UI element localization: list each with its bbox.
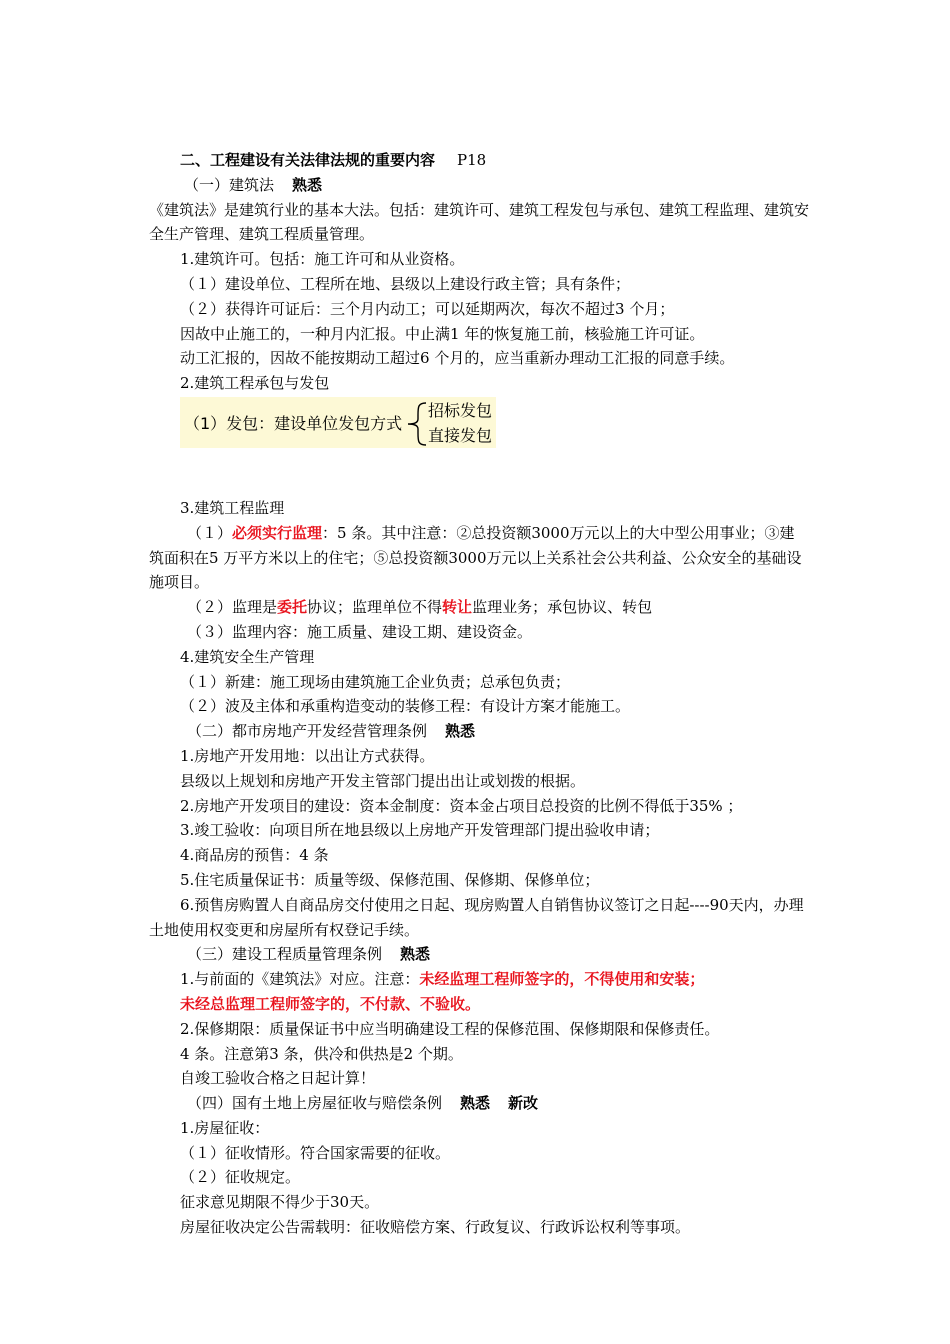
part2-item3: 3.竣工验收：向项目所在地县级以上房地产开发管理部门提出验收申请； xyxy=(180,821,660,840)
fabao-diagram xyxy=(180,397,496,448)
part2-item1-a: 县级以上规划和房地产开发主管部门提出出让或划拨的根据。 xyxy=(180,771,586,790)
part1-item3-c: （３）监理内容：施工质量、建设工期、建设资金。 xyxy=(187,622,533,641)
part1-item1-b: （２）获得许可证后：三个月内动工；可以延期两次，每次不超过3 个月； xyxy=(180,299,675,318)
part1-heading-line xyxy=(149,173,809,198)
part2-item1: 1.房地产开发用地：以出让方式获得。 xyxy=(180,746,435,765)
part2-tag: 熟悉 xyxy=(445,722,476,741)
section-title: 二、工程建设有关法律法规的重要内容 xyxy=(180,151,436,169)
fabao-option-2: 直接发包 xyxy=(428,425,493,445)
part3-item1 xyxy=(149,967,809,992)
part3-item1-highlight-2: 未经总监理工程师签字的，不付款、不验收。 xyxy=(180,994,481,1013)
part1-item4-b: （２）波及主体和承重构造变动的装修工程：有设计方案才能施工。 xyxy=(180,697,631,716)
item3-b-mid: 协议；监理单位不得 xyxy=(307,598,443,617)
item3-b-suffix: 监理业务；承包协议、转包 xyxy=(472,598,653,617)
item3-a-text: ：5 条。其中注意：②总投资额3000万元以上的大中型公用事业；③建筑面积在5 万平方米以上的住宅；⑤总投资额3000万元以上关系社会公共利益、公众安全的基础设施项目。 xyxy=(149,523,802,592)
item3-a-highlight: 必须实行监理 xyxy=(232,523,323,542)
part4-item1-b: （２）征收规定。 xyxy=(180,1168,301,1187)
part1-item4-a: （１）新建：施工现场由建筑施工企业负责；总承包负责； xyxy=(180,672,571,691)
part1-item2: 2.建筑工程承包与发包 xyxy=(180,374,330,393)
part2-item4: 4.商品房的预售：4 条 xyxy=(180,846,329,865)
part4-item1-c: 征求意见期限不得少于30天。 xyxy=(180,1193,380,1212)
part1-item1-a: （１）建设单位、工程所在地、县级以上建设行政主管；具有条件； xyxy=(180,274,631,293)
item3-a-prefix: （１） xyxy=(187,523,233,542)
part3-item1-highlight: 未经监理工程师签字的，不得使用和安装； xyxy=(419,970,705,989)
page-ref: P18 xyxy=(457,151,487,169)
item3-b-prefix: （２）监理是 xyxy=(187,598,278,617)
part1-item1: 1.建筑许可。包括：施工许可和从业资格。 xyxy=(180,250,465,269)
part2-item5: 5.住宅质量保证书：质量等级、保修范围、保修期、保修单位； xyxy=(180,870,600,889)
part3-item2-a: 4 条。注意第3 条，供冷和供热是2 个期。 xyxy=(180,1044,463,1063)
part1-item4: 4.建筑安全生产管理 xyxy=(180,647,315,666)
part3-item1-line2 xyxy=(149,992,809,1017)
part2-item6: 6.预售房购置人自商品房交付使用之日起、现房购置人自销售协议签订之日起----90天内，办理土地使用权变更和房屋所有权登记手续。 xyxy=(149,895,804,939)
part4-tag-2: 新改 xyxy=(508,1094,539,1113)
part2-heading: （二）都市房地产开发经营管理条例 xyxy=(187,722,428,741)
item3-b-highlight-1: 委托 xyxy=(277,598,308,617)
part4-heading: （四）国有土地上房屋征收与赔偿条例 xyxy=(187,1094,443,1113)
part4-item1-d: 房屋征收决定公告需载明：征收赔偿方案、行政复议、行政诉讼权利等事项。 xyxy=(180,1218,691,1237)
part3-item2: 2.保修期限：质量保证书中应当明确建设工程的保修范围、保修期限和保修责任。 xyxy=(180,1019,720,1038)
item3-b-highlight-2: 转让 xyxy=(442,598,473,617)
part2-heading-line xyxy=(149,719,809,744)
fabao-lead: （1）发包：建设单位发包方式 xyxy=(184,413,403,433)
part1-item1-c: 因故中止施工的，一种月内汇报。中止满1 年的恢复施工前，核验施工许可证。 xyxy=(180,324,705,343)
brace-icon xyxy=(402,401,428,447)
part4-tag-1: 熟悉 xyxy=(460,1094,491,1113)
part1-item1-d: 动工汇报的，因故不能按期动工超过6 个月的，应当重新办理动工汇报的同意手续。 xyxy=(180,349,735,368)
part1-tag: 熟悉 xyxy=(292,175,323,194)
part2-item2: 2.房地产开发项目的建设：资本金制度：资本金占项目总投资的比例不得低于35% ； xyxy=(180,796,743,815)
document-body xyxy=(149,148,809,1240)
part1-intro: 《建筑法》是建筑行业的基本大法。包括：建筑许可、建筑工程发包与承包、建筑工程监理、建筑安全生产管理、建筑工程质量管理。 xyxy=(149,200,810,244)
part3-heading: （三）建设工程质量管理条例 xyxy=(187,945,383,964)
part3-heading-line xyxy=(149,942,809,967)
fabao-option-1: 招标发包 xyxy=(428,400,493,420)
part4-item1-a: （１）征收情形。符合国家需要的征收。 xyxy=(180,1143,451,1162)
part1-item3-a xyxy=(149,521,809,595)
part4-item1: 1.房屋征收： xyxy=(180,1118,270,1137)
section-title-line xyxy=(149,148,809,173)
part4-heading-line xyxy=(149,1091,809,1116)
part1-heading: （一）建筑法 xyxy=(184,175,275,194)
part3-item1-prefix: 1.与前面的《建筑法》对应。注意： xyxy=(180,970,420,989)
part3-tag: 熟悉 xyxy=(400,945,431,964)
part3-item2-b: 自竣工验收合格之日起计算！ xyxy=(180,1069,376,1088)
part1-item3-b xyxy=(149,595,809,620)
part1-item3: 3.建筑工程监理 xyxy=(180,498,285,517)
